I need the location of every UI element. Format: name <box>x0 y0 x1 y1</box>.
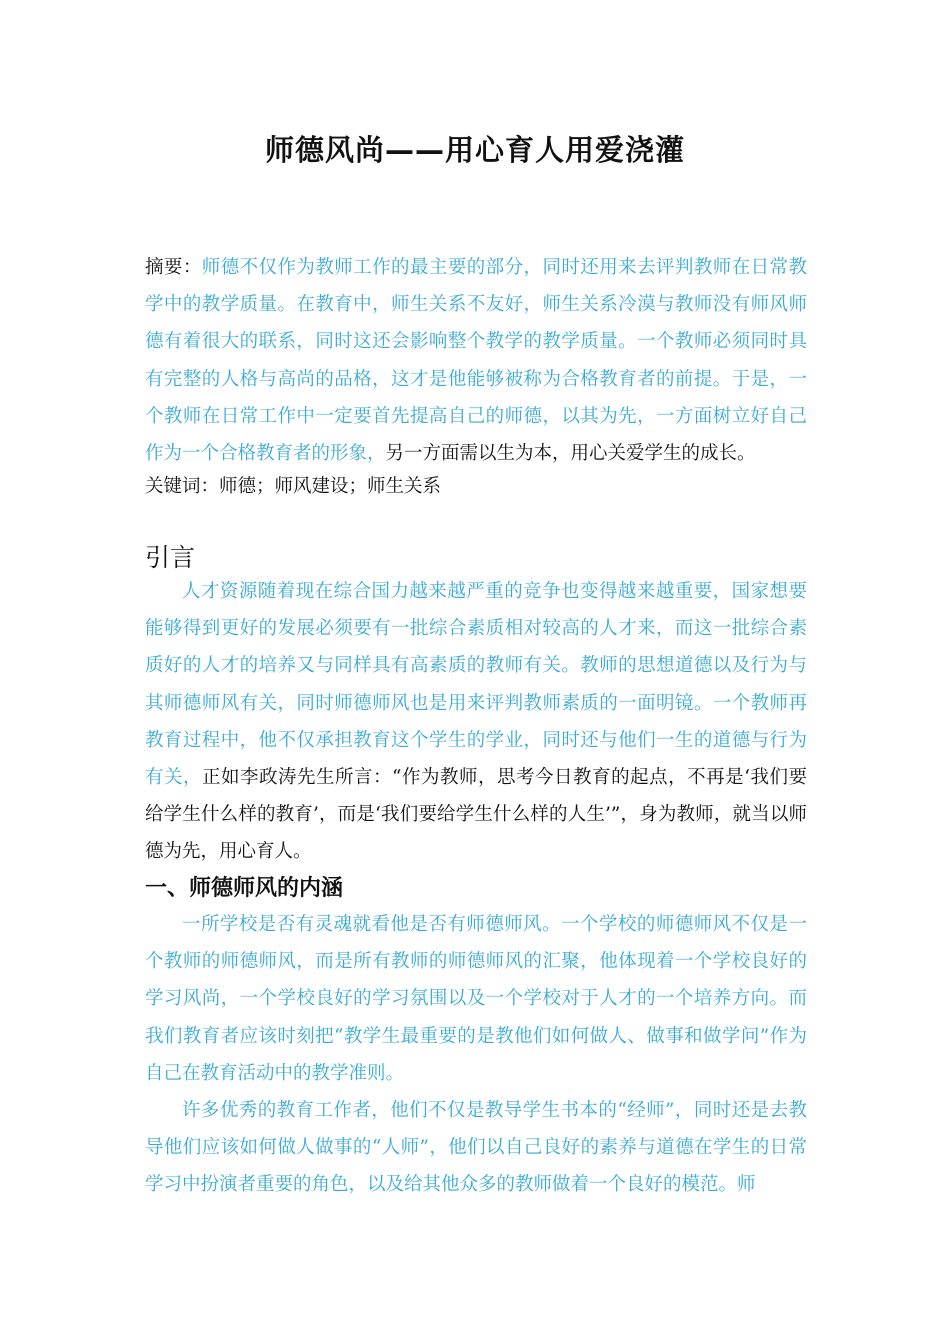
intro-quote-text: 正如李政涛先生所言：“作为教师，思考今日教育的起点，不再是‘我们要给学生什么样的教育’，而是‘我们要给学生什么样的人生’”，身为教师，就当以师德为先，用心育人。 <box>145 767 807 863</box>
section1-heading: 一、师德师风的内涵 <box>145 876 344 901</box>
section1-paragraph-2: 许多优秀的教育工作者，他们不仅是教导学生书本的“经师”，同时还是去教导他们应该如何做人做事的“人师”，他们以自己良好的素养与道德在学生的日常学习中扮演者重要的角色，以及给其他众多的教师做着一个良好的模范。师 <box>145 1100 807 1196</box>
keywords-line: 关键词：师德；师风建设；师生关系 <box>145 476 442 497</box>
document-title: 师德风尚——用心育人用爱浇灌 <box>264 133 685 167</box>
abstract-text-end: 另一方面需以生为本，用心关爱学生的成长。 <box>385 443 756 465</box>
abstract-label: 摘要： <box>145 257 202 278</box>
intro-text: 人才资源随着现在综合国力越来越严重的竞争也变得越来越重要，国家想要能够得到更好的发展必须要有一批综合素质相对较高的人才来，而这一批综合素质好的人才的培养又与同样具有高素质的教师有关。教师的思想道德以及行为与其师德师风有关，同时师德师风也是用来评判教师素质的一面明镜。一个教师再教育过程中，他不仅承担教育这个学生的学业，同时还与他们一生的道德与行为有关， <box>145 581 807 789</box>
intro-paragraph <box>145 573 807 871</box>
abstract-text: 师德不仅作为教师工作的最主要的部分，同时还用来去评判教师在日常教学中的教学质量。在教育中，师生关系不友好，师生关系冷漠与教师没有师风师德有着很大的联系，同时这还会影响整个教学的教学质量。一个教师必须同时具有完整的人格与高尚的品格，这才是他能够被称为合格教育者的前提。于是，一个教师在日常工作中一定要首先提高自己的师德，以其为先，一方面树立好自己作为一个合格教育者的形象， <box>145 257 807 465</box>
section1-paragraph-1: 一所学校是否有灵魂就看他是否有师德师风。一个学校的师德师风不仅是一个教师的师德师风，而是所有教师的师德师风的汇聚，他体现着一个学校良好的学习风尚，一个学校良好的学习氛围以及一个学校对于人才的一个培养方向。而我们教育者应该时刻把“教学生最重要的是教他们如何做人、做事和做学问”作为自己在教育活动中的教学准则。 <box>145 914 807 1084</box>
intro-heading: 引言 <box>145 543 196 572</box>
abstract-paragraph <box>145 249 807 472</box>
